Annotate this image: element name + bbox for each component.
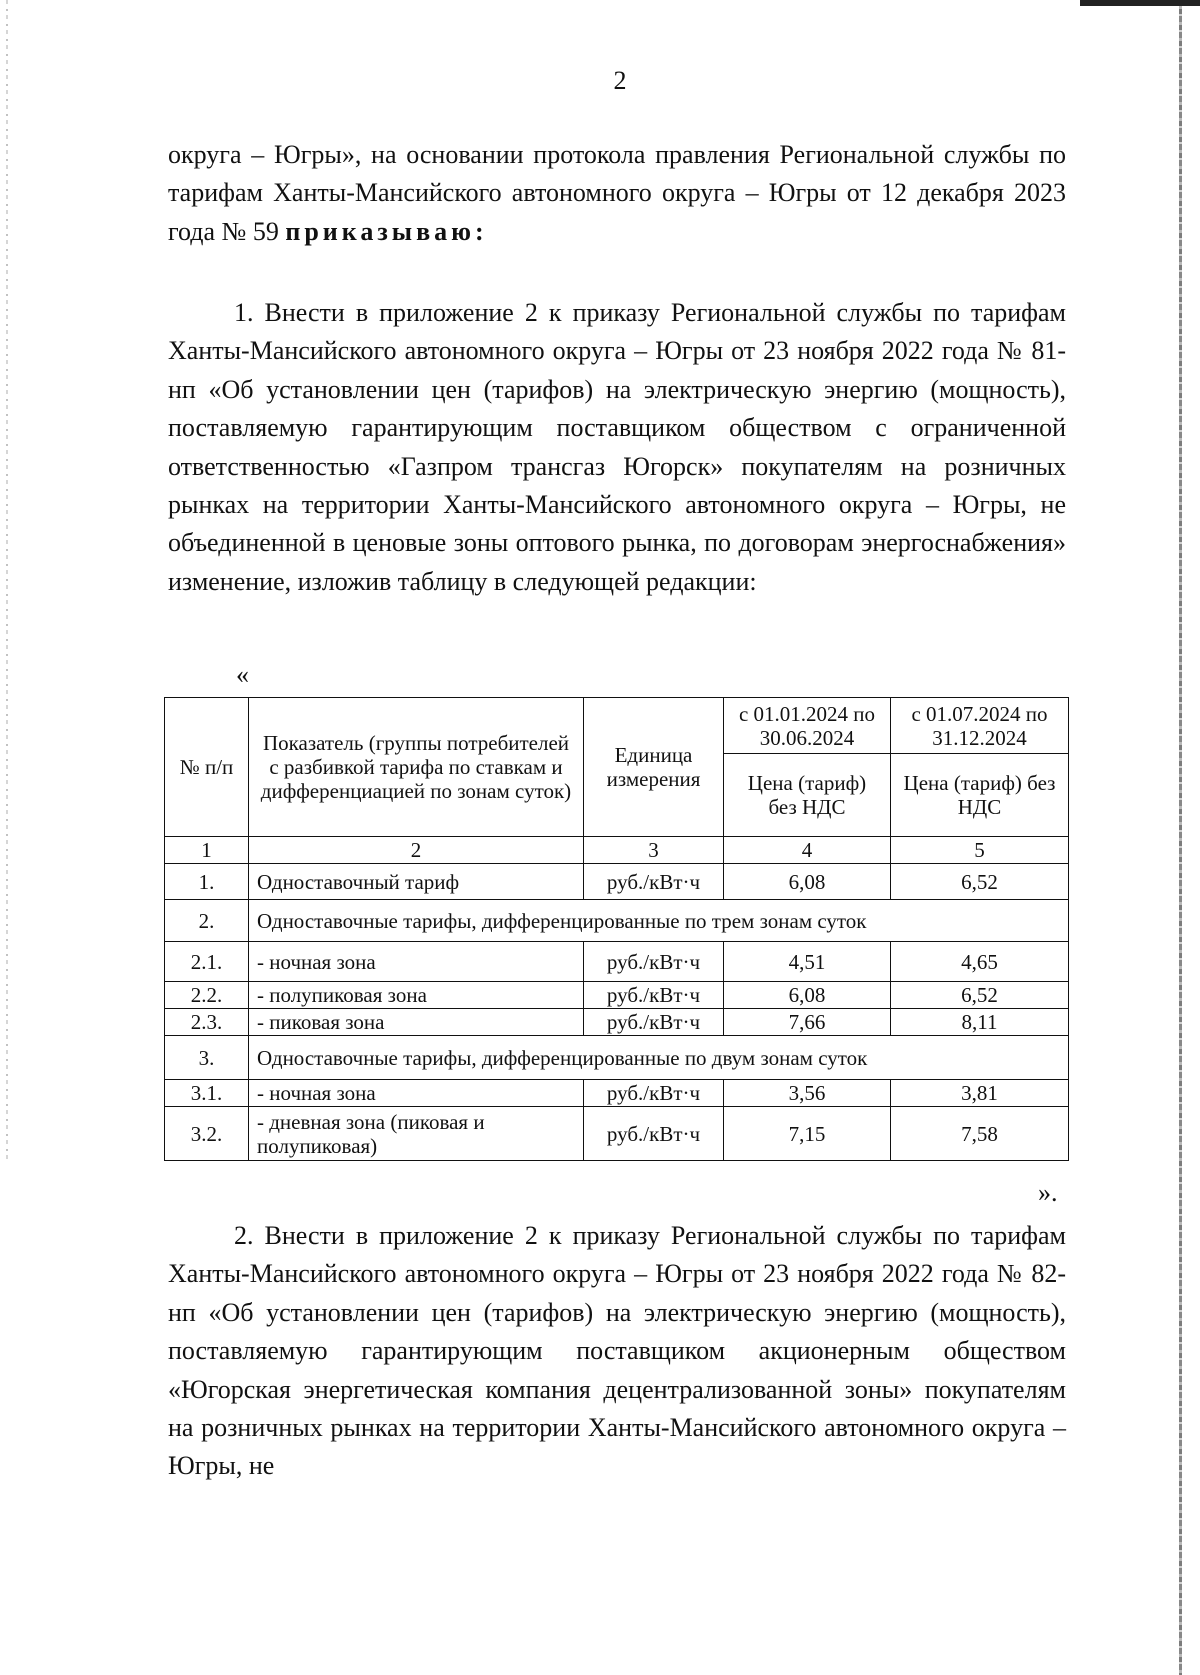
header-price-1: Цена (тариф) без НДС bbox=[724, 754, 891, 837]
row-value-2: 6,52 bbox=[891, 864, 1069, 900]
row-value-1: 3,56 bbox=[724, 1080, 891, 1107]
row-num: 3.2. bbox=[165, 1107, 249, 1161]
group-title: Одноставочные тарифы, дифференцированные по трем зонам суток bbox=[249, 900, 1069, 942]
row-num: 2.2. bbox=[165, 982, 249, 1009]
scan-edge-top-mark bbox=[1080, 0, 1200, 6]
row-value-1: 6,08 bbox=[724, 864, 891, 900]
row-name: - полупиковая зона bbox=[249, 982, 584, 1009]
row-unit: руб./кВт·ч bbox=[584, 864, 724, 900]
row-unit: руб./кВт·ч bbox=[584, 982, 724, 1009]
scan-edge-left bbox=[6, 0, 8, 1160]
item1-paragraph bbox=[168, 294, 1066, 601]
table-row bbox=[165, 864, 1069, 900]
row-name: - пиковая зона bbox=[249, 1009, 584, 1036]
group-num: 3. bbox=[165, 1036, 249, 1080]
row-value-2: 7,58 bbox=[891, 1107, 1069, 1161]
header-indicator: Показатель (группы потребителей с разбивкой тарифа по ставкам и дифференциацией по зонам суток) bbox=[249, 698, 584, 837]
header-unit: Единица измерения bbox=[584, 698, 724, 837]
row-value-1: 4,51 bbox=[724, 942, 891, 982]
scan-edge-right bbox=[1179, 0, 1182, 1675]
table-quote-close: ». bbox=[1038, 1178, 1058, 1207]
header-period-2: с 01.07.2024 по 31.12.2024 bbox=[891, 698, 1069, 754]
col-number: 2 bbox=[249, 837, 584, 864]
header-period-1: с 01.01.2024 по 30.06.2024 bbox=[724, 698, 891, 754]
row-unit: руб./кВт·ч bbox=[584, 1009, 724, 1036]
header-price-2: Цена (тариф) без НДС bbox=[891, 754, 1069, 837]
row-name: - ночная зона bbox=[249, 942, 584, 982]
row-name: - ночная зона bbox=[249, 1080, 584, 1107]
table-row bbox=[165, 982, 1069, 1009]
item2-text: 2. Внести в приложение 2 к приказу Региональной службы по тарифам Ханты-Мансийского автономного округа – Югры от 23 ноября 2022 года № 82-нп «Об установлении цен (тарифов) на электрическую энергию (мощность), поставляемую гарантирующим поставщиком акционерным обществом «Югорская энергетическая компания децентрализованной зоны» покупателям на розничных рынках на территории Ханты-Мансийского автономного округа – Югры, не bbox=[168, 1221, 1066, 1481]
row-value-2: 6,52 bbox=[891, 982, 1069, 1009]
row-value-1: 7,66 bbox=[724, 1009, 891, 1036]
order-word: приказываю: bbox=[285, 216, 488, 246]
row-num: 1. bbox=[165, 864, 249, 900]
table-quote-open: « bbox=[236, 660, 249, 689]
table-row bbox=[165, 942, 1069, 982]
page-number: 2 bbox=[613, 66, 627, 95]
row-unit: руб./кВт·ч bbox=[584, 1107, 724, 1161]
table-row bbox=[165, 1080, 1069, 1107]
intro-paragraph bbox=[168, 136, 1066, 251]
column-numbers-row bbox=[165, 837, 1069, 864]
row-value-1: 7,15 bbox=[724, 1107, 891, 1161]
tariff-table bbox=[164, 697, 1069, 1161]
group-num: 2. bbox=[165, 900, 249, 942]
row-value-2: 4,65 bbox=[891, 942, 1069, 982]
row-num: 3.1. bbox=[165, 1080, 249, 1107]
item1-text: 1. Внести в приложение 2 к приказу Региональной службы по тарифам Ханты-Мансийского автономного округа – Югры от 23 ноября 2022 года № 81-нп «Об установлении цен (тарифов) на электрическую энергию (мощность), поставляемую гарантирующим поставщиком обществом с ограниченной ответственностью «Газпром трансгаз Югорск» покупателям на розничных рынках на территории Ханты-Мансийского автономного округа – Югры, не объединенной в ценовые зоны оптового рынка, по договорам энергоснабжения» изменение, изложив таблицу в следующей редакции: bbox=[168, 298, 1066, 596]
table-group-row bbox=[165, 1036, 1069, 1080]
row-value-2: 8,11 bbox=[891, 1009, 1069, 1036]
table-row bbox=[165, 1009, 1069, 1036]
col-number: 1 bbox=[165, 837, 249, 864]
row-name: Одноставочный тариф bbox=[249, 864, 584, 900]
col-number: 5 bbox=[891, 837, 1069, 864]
group-title: Одноставочные тарифы, дифференцированные по двум зонам суток bbox=[249, 1036, 1069, 1080]
row-unit: руб./кВт·ч bbox=[584, 1080, 724, 1107]
col-number: 3 bbox=[584, 837, 724, 864]
row-value-2: 3,81 bbox=[891, 1080, 1069, 1107]
row-value-1: 6,08 bbox=[724, 982, 891, 1009]
row-num: 2.3. bbox=[165, 1009, 249, 1036]
table-row bbox=[165, 1107, 1069, 1161]
header-num: № п/п bbox=[165, 698, 249, 837]
row-name: - дневная зона (пиковая и полупиковая) bbox=[249, 1107, 584, 1161]
item2-paragraph bbox=[168, 1217, 1066, 1486]
row-num: 2.1. bbox=[165, 942, 249, 982]
intro-text: округа – Югры», на основании протокола правления Региональной службы по тарифам Ханты-Мансийского автономного округа – Югры от 12 декабря 2023 года № 59 bbox=[168, 140, 1066, 246]
table-group-row bbox=[165, 900, 1069, 942]
table-header-row bbox=[165, 698, 1069, 754]
col-number: 4 bbox=[724, 837, 891, 864]
row-unit: руб./кВт·ч bbox=[584, 942, 724, 982]
